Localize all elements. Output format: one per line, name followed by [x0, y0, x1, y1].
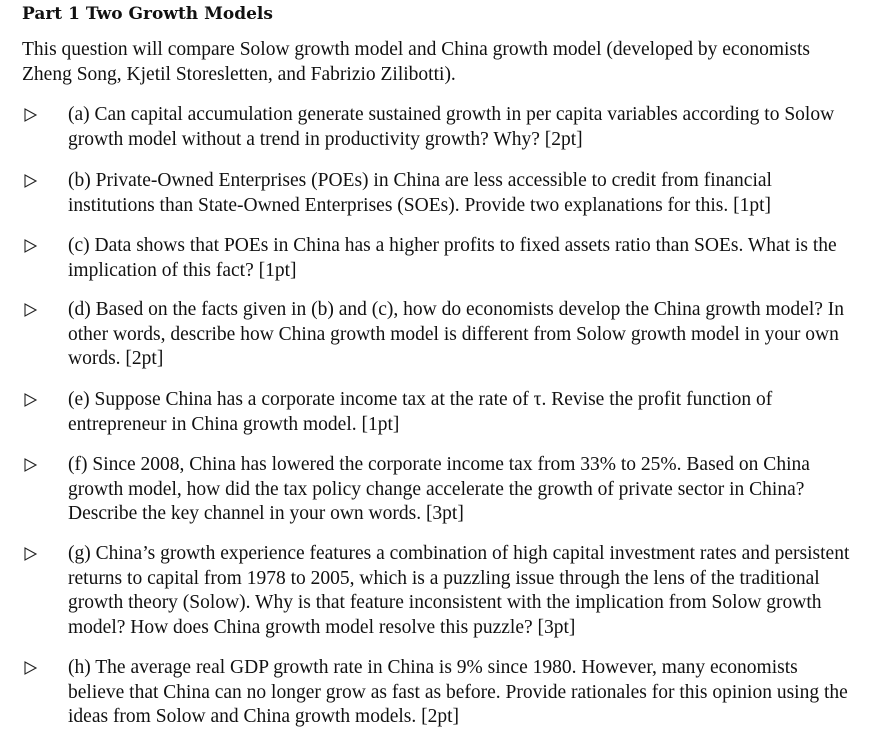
question-text: (f) Since 2008, China has lowered the corporate income tax from 33% to 25%. Based on China growth model, how did the tax policy change accelerate the growth of private sector in China? Describe the key channel in your own words. [3pt] — [68, 454, 810, 524]
hollow-right-triangle-icon — [22, 392, 38, 408]
intro-paragraph: This question will compare Solow growth model and China growth model (developed by economists Zheng Song, Kjetil Storesletten, and Fabrizio Zilibotti). — [22, 39, 810, 85]
hollow-right-triangle-icon — [22, 238, 38, 254]
question-text: (d) Based on the facts given in (b) and (c), how do economists develop the China growth model? In other words, describe how China growth model is different from Solow growth model in your own words. [2pt] — [68, 299, 845, 369]
hollow-right-triangle-icon — [22, 457, 38, 473]
question-text: (b) Private-Owned Enterprises (POEs) in China are less accessible to credit from financial institutions than State-Owned Enterprises (SOEs). Provide two explanations for this. [1pt] — [68, 170, 772, 216]
question-text: (h) The average real GDP growth rate in China is 9% since 1980. However, many economists believe that China can no longer grow as fast as before. Provide rationales for this opinion using the ideas from Solow and China growth models. [2pt] — [68, 657, 848, 727]
hollow-right-triangle-icon — [22, 660, 38, 676]
hollow-right-triangle-icon — [22, 173, 38, 189]
hollow-right-triangle-icon — [22, 107, 38, 123]
question-text: (c) Data shows that POEs in China has a higher profits to fixed assets ratio than SOEs. What is the implication of this fact? [1pt] — [68, 235, 837, 281]
question-text: (e) Suppose China has a corporate income tax at the rate of τ. Revise the profit function of entrepreneur in China growth model. [1pt] — [68, 389, 773, 435]
hollow-right-triangle-icon — [22, 302, 38, 318]
question-text: (g) China’s growth experience features a combination of high capital investment rates and persistent returns to capital from 1978 to 2005, which is a puzzling issue through the lens of the traditional growth theory (Solow). Why is that feature inconsistent with the implication from Solow growth model? How does China growth model resolve this puzzle? [3pt] — [68, 543, 850, 638]
question-text: (a) Can capital accumulation generate sustained growth in per capita variables according to Solow growth model without a trend in productivity growth? Why? [2pt] — [68, 104, 835, 150]
section-title: Part 1 Two Growth Models — [22, 4, 273, 24]
hollow-right-triangle-icon — [22, 546, 38, 562]
